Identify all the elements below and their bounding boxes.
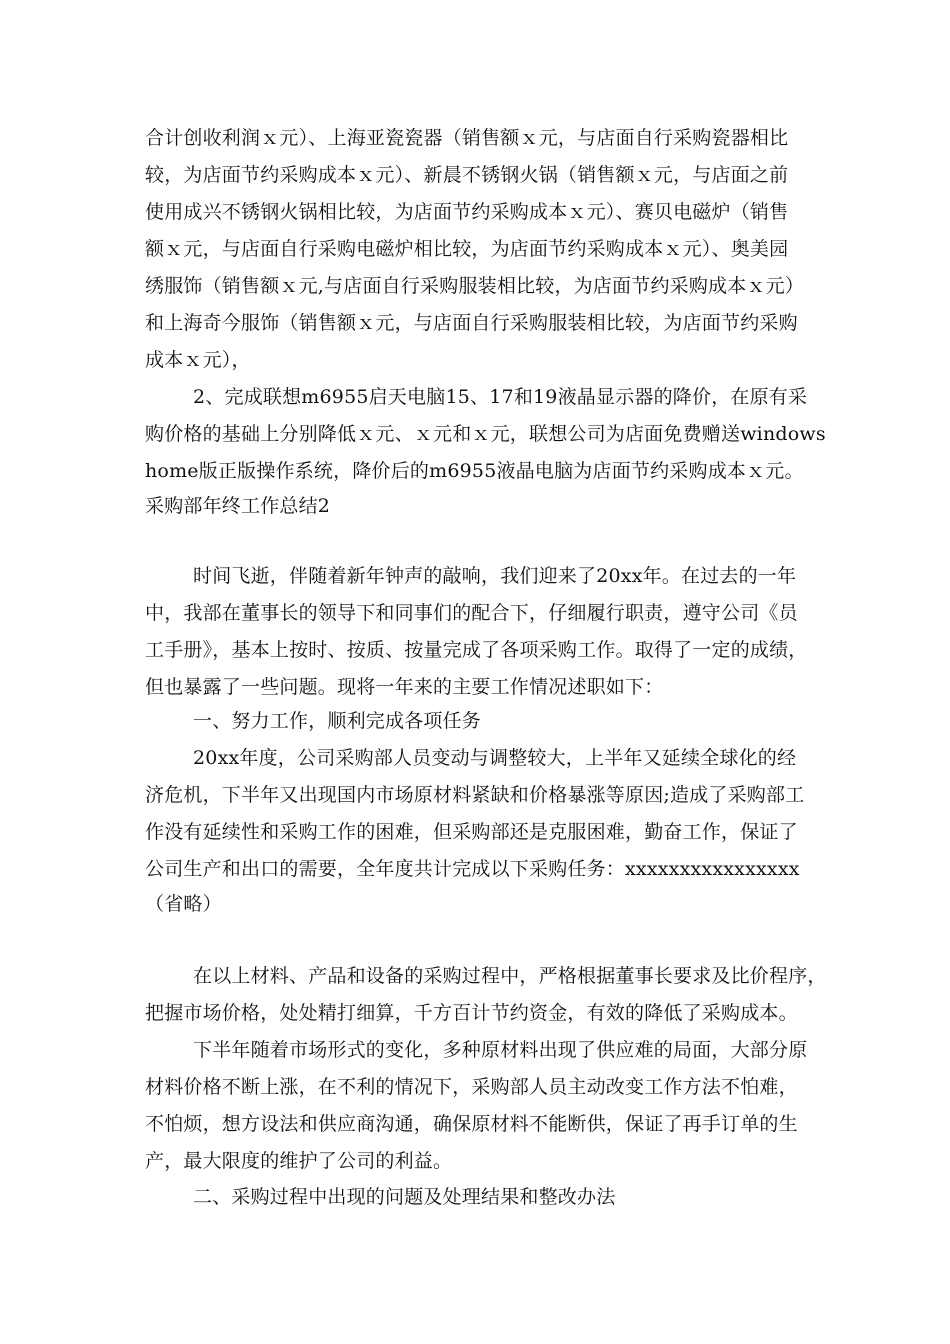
text-line: 较，为店面节约采购成本ｘ元）、新晨不锈钢火锅（销售额ｘ元，与店面之前: [145, 164, 789, 186]
text-line: 把握市场价格，处处精打细算，千方百计节约资金，有效的降低了采购成本。: [145, 1002, 798, 1024]
text-line: 工手册》，基本上按时、按质、按量完成了各项采购工作。取得了一定的成绩，: [145, 639, 808, 661]
text-line: 在以上材料、产品和设备的采购过程中，严格根据董事长要求及比价程序，: [193, 965, 827, 987]
text-line: 成本ｘ元），: [145, 349, 251, 371]
text-line: 但也暴露了一些问题。现将一年来的主要工作情况述职如下：: [145, 676, 664, 698]
text-line: 作没有延续性和采购工作的困难，但采购部还是克服困难，勤奋工作，保证了: [145, 821, 798, 843]
text-line: 中，我部在董事长的领导下和同事们的配合下，仔细履行职责，遵守公司《员: [145, 602, 798, 624]
section-heading: 采购部年终工作总结2: [145, 495, 331, 517]
text-line: home版正版操作系统，降价后的m6955液晶电脑为店面节约采购成本ｘ元。: [145, 460, 804, 482]
subheading: 二、采购过程中出现的问题及处理结果和整改办法: [193, 1186, 616, 1208]
text-line: 额ｘ元，与店面自行采购电磁炉相比较，为店面节约采购成本ｘ元）、奥美园: [145, 238, 789, 260]
text-line: 济危机，下半年又出现国内市场原材料紧缺和价格暴涨等原因;造成了采购部工: [145, 784, 805, 806]
text-line: 购价格的基础上分别降低ｘ元、ｘ元和ｘ元，联想公司为店面免费赠送windows: [145, 423, 826, 445]
text-line: 不怕烦，想方设法和供应商沟通，确保原材料不能断供，保证了再手订单的生: [145, 1113, 798, 1135]
text-line: （省略）: [145, 893, 222, 915]
text-line: 绣服饰（销售额ｘ元,与店面自行采购服装相比较，为店面节约采购成本ｘ元）: [145, 275, 805, 297]
text-line: 时间飞逝，伴随着新年钟声的敲响，我们迎来了20xx年。在过去的一年: [193, 565, 797, 587]
text-line: 和上海奇今服饰（销售额ｘ元，与店面自行采购服装相比较，为店面节约采购: [145, 312, 798, 334]
text-line: 2、完成联想m6955启天电脑15、17和19液晶显示器的降价，在原有采: [193, 386, 808, 408]
text-line: 产，最大限度的维护了公司的利益。: [145, 1150, 453, 1172]
subheading: 一、努力工作，顺利完成各项任务: [193, 710, 482, 732]
text-line: 下半年随着市场形式的变化，多种原材料出现了供应难的局面，大部分原: [193, 1039, 808, 1061]
text-line: 使用成兴不锈钢火锅相比较，为店面节约采购成本ｘ元）、赛贝电磁炉（销售: [145, 201, 789, 223]
text-line: 公司生产和出口的需要，全年度共计完成以下采购任务：xxxxxxxxxxxxxxxx: [145, 858, 800, 880]
text-line: 材料价格不断上涨，在不利的情况下，采购部人员主动改变工作方法不怕难，: [145, 1076, 798, 1098]
text-line: 合计创收利润ｘ元）、上海亚瓷瓷器（销售额ｘ元，与店面自行采购瓷器相比: [145, 127, 789, 149]
text-line: 20xx年度，公司采购部人员变动与调整较大，上半年又延续全球化的经: [193, 747, 797, 769]
